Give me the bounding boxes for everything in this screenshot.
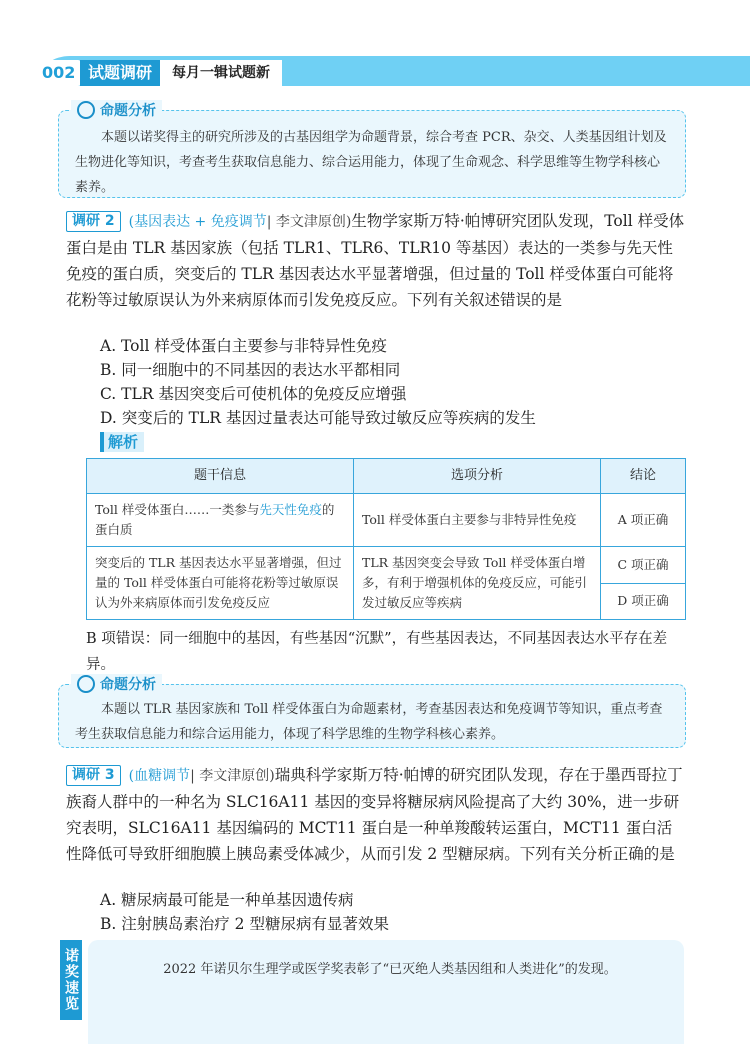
question-text: 生物学家斯万特·帕博研究团队发现，Toll 样受体蛋白是由 TLR 基因家族（包括 TLR1、TLR6、TLR10 等基因）表达的一类参与先天性免疫的蛋白质，突变后的 TLR 基因表达水平显著增强，但过量的 Toll 样受体蛋白可能将花粉等过敏原误认为外来病原体而引发免疫反应。下列有关叙述错误的是	[66, 212, 685, 309]
cell-text: 的蛋白质	[95, 502, 335, 537]
table-header-row	[87, 459, 686, 494]
analysis-table	[86, 458, 686, 620]
option-b: B. 注射胰岛素治疗 2 型糖尿病有显著效果	[100, 915, 389, 933]
explanation-label: 解析	[100, 432, 144, 452]
table-cell: 突变后的 TLR 基因表达水平显著增强，但过量的 Toll 样受体蛋白可能将花粉等过敏原误认为外来病原体而引发免疫反应	[87, 547, 354, 620]
question-source: | 李文津原创)	[266, 214, 352, 230]
table-cell: Toll 样受体蛋白主要参与非特异性免疫	[354, 494, 601, 547]
table-cell: C 项正确	[601, 547, 686, 584]
nobel-panel	[88, 940, 684, 1044]
analysis-text: 本题以诺奖得主的研究所涉及的古基因组学为命题背景，综合考查 PCR、杂交、人类基因组计划及生物进化等知识，考查考生获取信息能力、综合运用能力，体现了生命观念、科学思维等生物学科核心素养。	[75, 130, 667, 195]
cell-text: Toll 样受体蛋白……一类参与	[95, 502, 260, 517]
question-source: | 李文津原创)	[190, 768, 275, 784]
option-c: C. TLR 基因突变后可使机体的免疫反应增强	[100, 385, 407, 403]
table-header: 选项分析	[354, 459, 601, 494]
option-d: D. 突变后的 TLR 基因过量表达可能导致过敏反应等疾病的发生	[100, 409, 536, 427]
option-a: A. 糖尿病最可能是一种单基因遗传病	[100, 891, 354, 909]
option-a: A. Toll 样受体蛋白主要参与非特异性免疫	[100, 337, 387, 355]
analysis-box-2	[58, 677, 686, 748]
nobel-side-tab: 诺奖速览	[60, 940, 82, 1020]
table-cell: TLR 基因突变会导致 Toll 样受体蛋白增多，有利于增强机体的免疫反应，可能引发过敏反应等疾病	[354, 547, 601, 620]
table-cell: D 项正确	[601, 583, 686, 620]
question-2	[66, 208, 686, 313]
table-row	[87, 547, 686, 584]
analysis-text: 本题以 TLR 基因家族和 Toll 样受体蛋白为命题素材，考查基因表达和免疫调节等知识，重点考查考生获取信息能力和综合运用能力，体现了科学思维的生物学科核心素养。	[75, 702, 663, 742]
nobel-note: 2022 年诺贝尔生理学或医学奖表彰了“已灭绝人类基因组和人类进化”的发现。	[163, 962, 617, 977]
analysis-label: 命题分析	[100, 103, 156, 119]
section-subtitle: 每月一辑试题新	[160, 60, 282, 86]
table-cell	[87, 494, 354, 547]
analysis-label: 命题分析	[100, 677, 156, 693]
option-b: B. 同一细胞中的不同基因的表达水平都相同	[100, 361, 401, 379]
analysis-tag	[71, 100, 162, 122]
question-3	[66, 762, 686, 867]
lightbulb-icon	[77, 101, 95, 119]
question-badge: 调研 3	[66, 765, 121, 786]
table-cell: A 项正确	[601, 494, 686, 547]
section-label: 试题调研	[80, 60, 160, 86]
question-topic: (基因表达 + 免疫调节	[128, 214, 267, 230]
table-header: 结论	[601, 459, 686, 494]
option-b-note: B 项错误：同一细胞中的基因，有些基因“沉默”，有些基因表达，不同基因表达水平存在差异。	[86, 631, 668, 673]
page-number: 002	[36, 60, 81, 86]
question-badge: 调研 2	[66, 211, 121, 232]
cell-highlight: 先天性免疫	[259, 502, 322, 517]
table-row	[87, 494, 686, 547]
analysis-tag	[71, 674, 162, 696]
table-header: 题干信息	[87, 459, 354, 494]
question-topic: (血糖调节	[128, 768, 191, 784]
analysis-box-1	[58, 103, 686, 198]
lightbulb-icon	[77, 675, 95, 693]
question-text: 瑞典科学家斯万特·帕博的研究团队发现，存在于墨西哥拉丁族裔人群中的一种名为 SLC16A11 基因的变异将糖尿病风险提高了大约 30%，进一步研究表明，SLC16A11 基因编码的 MCT11 蛋白是一种单羧酸转运蛋白，MCT11 蛋白活性降低可导致肝细胞膜上胰岛素受体减少，从而引发 2 型糖尿病。下列有关分析正确的是	[66, 766, 683, 863]
